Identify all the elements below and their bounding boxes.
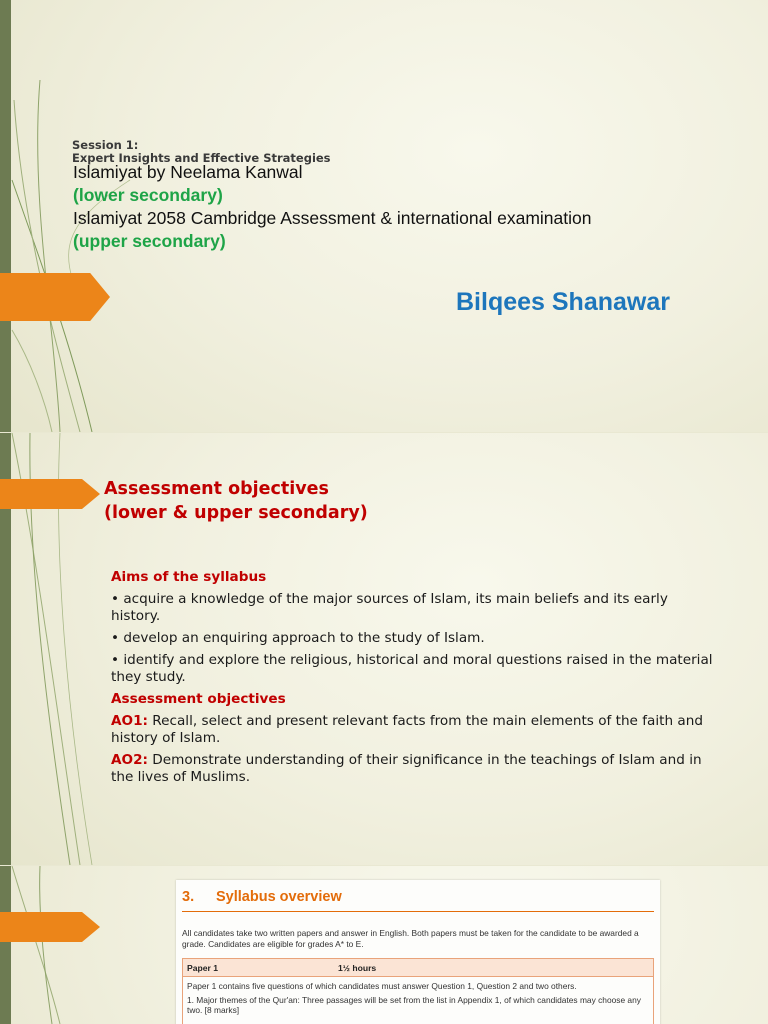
arrow-tab [0, 912, 100, 942]
aim-item: • identify and explore the religious, historical and moral questions raised in the material they study. [111, 652, 713, 685]
title-slide [0, 0, 768, 432]
arrow-tab [0, 273, 110, 321]
paper-table [182, 958, 654, 1024]
paper-item-1: 1. Major themes of the Qur'an: Three passages will be set from the list in Appendix 1, of which candidates may choose any two. [8 marks] [187, 994, 641, 1015]
session-title: Expert Insights and Effective Strategies [72, 151, 331, 165]
paper-description [183, 977, 653, 1020]
ao1-label: AO1: [111, 713, 148, 729]
objective-ao2 [111, 752, 721, 786]
objective-ao1 [111, 713, 721, 747]
level-lower: (lower secondary) [73, 185, 223, 205]
section-rule [182, 911, 654, 912]
aim-item: • acquire a knowledge of the major sources of Islam, its main beliefs and its early history. [111, 591, 668, 624]
paper-label: Paper 1 [187, 963, 219, 973]
paper-desc-text: Paper 1 contains five questions of which candidates must answer Question 1, Question 2 and two others. [187, 981, 577, 991]
syllabus-slide [0, 866, 768, 1024]
level-upper: (upper secondary) [73, 231, 226, 251]
paper-duration: 1½ hours [338, 963, 377, 973]
objectives-slide [0, 433, 768, 865]
ao2-text: Demonstrate understanding of their significance in the teachings of Islam and in the lives of Muslims. [111, 752, 702, 785]
slide-edge-bar [0, 866, 11, 1024]
aim-item: • develop an enquiring approach to the study of Islam. [111, 630, 485, 646]
ao2-label: AO2: [111, 752, 148, 768]
session-number: Session 1: [72, 138, 139, 152]
arrow-tab [0, 479, 100, 509]
ao1-text: Recall, select and present relevant facts from the main elements of the faith and history of Islam. [111, 713, 703, 746]
course-line-2: Islamiyat 2058 Cambridge Assessment & international examination [73, 208, 592, 228]
slide-edge-bar [0, 0, 11, 432]
decorative-curves [0, 866, 140, 1024]
section-number: 3. [182, 889, 195, 905]
paper-header-row [183, 959, 653, 977]
slide-title-line-2: (lower & upper secondary) [104, 503, 368, 523]
course-line-1: Islamiyat by Neelama Kanwal [73, 162, 303, 182]
slide-title [104, 477, 368, 525]
objectives-heading: Assessment objectives [111, 691, 286, 707]
section-intro: All candidates take two written papers and answer in English. Both papers must be taken for the candidate to be awarded a grade. Candidates are eligible for grades A* to E. [182, 928, 639, 949]
syllabus-document-image [176, 880, 660, 1024]
slide-body [111, 569, 721, 791]
section-title: Syllabus overview [216, 889, 342, 905]
section-heading [182, 889, 342, 905]
slide-title-line-1: Assessment objectives [104, 479, 329, 499]
aims-heading: Aims of the syllabus [111, 569, 267, 585]
presenter-name: Bilqees Shanawar [456, 288, 670, 316]
